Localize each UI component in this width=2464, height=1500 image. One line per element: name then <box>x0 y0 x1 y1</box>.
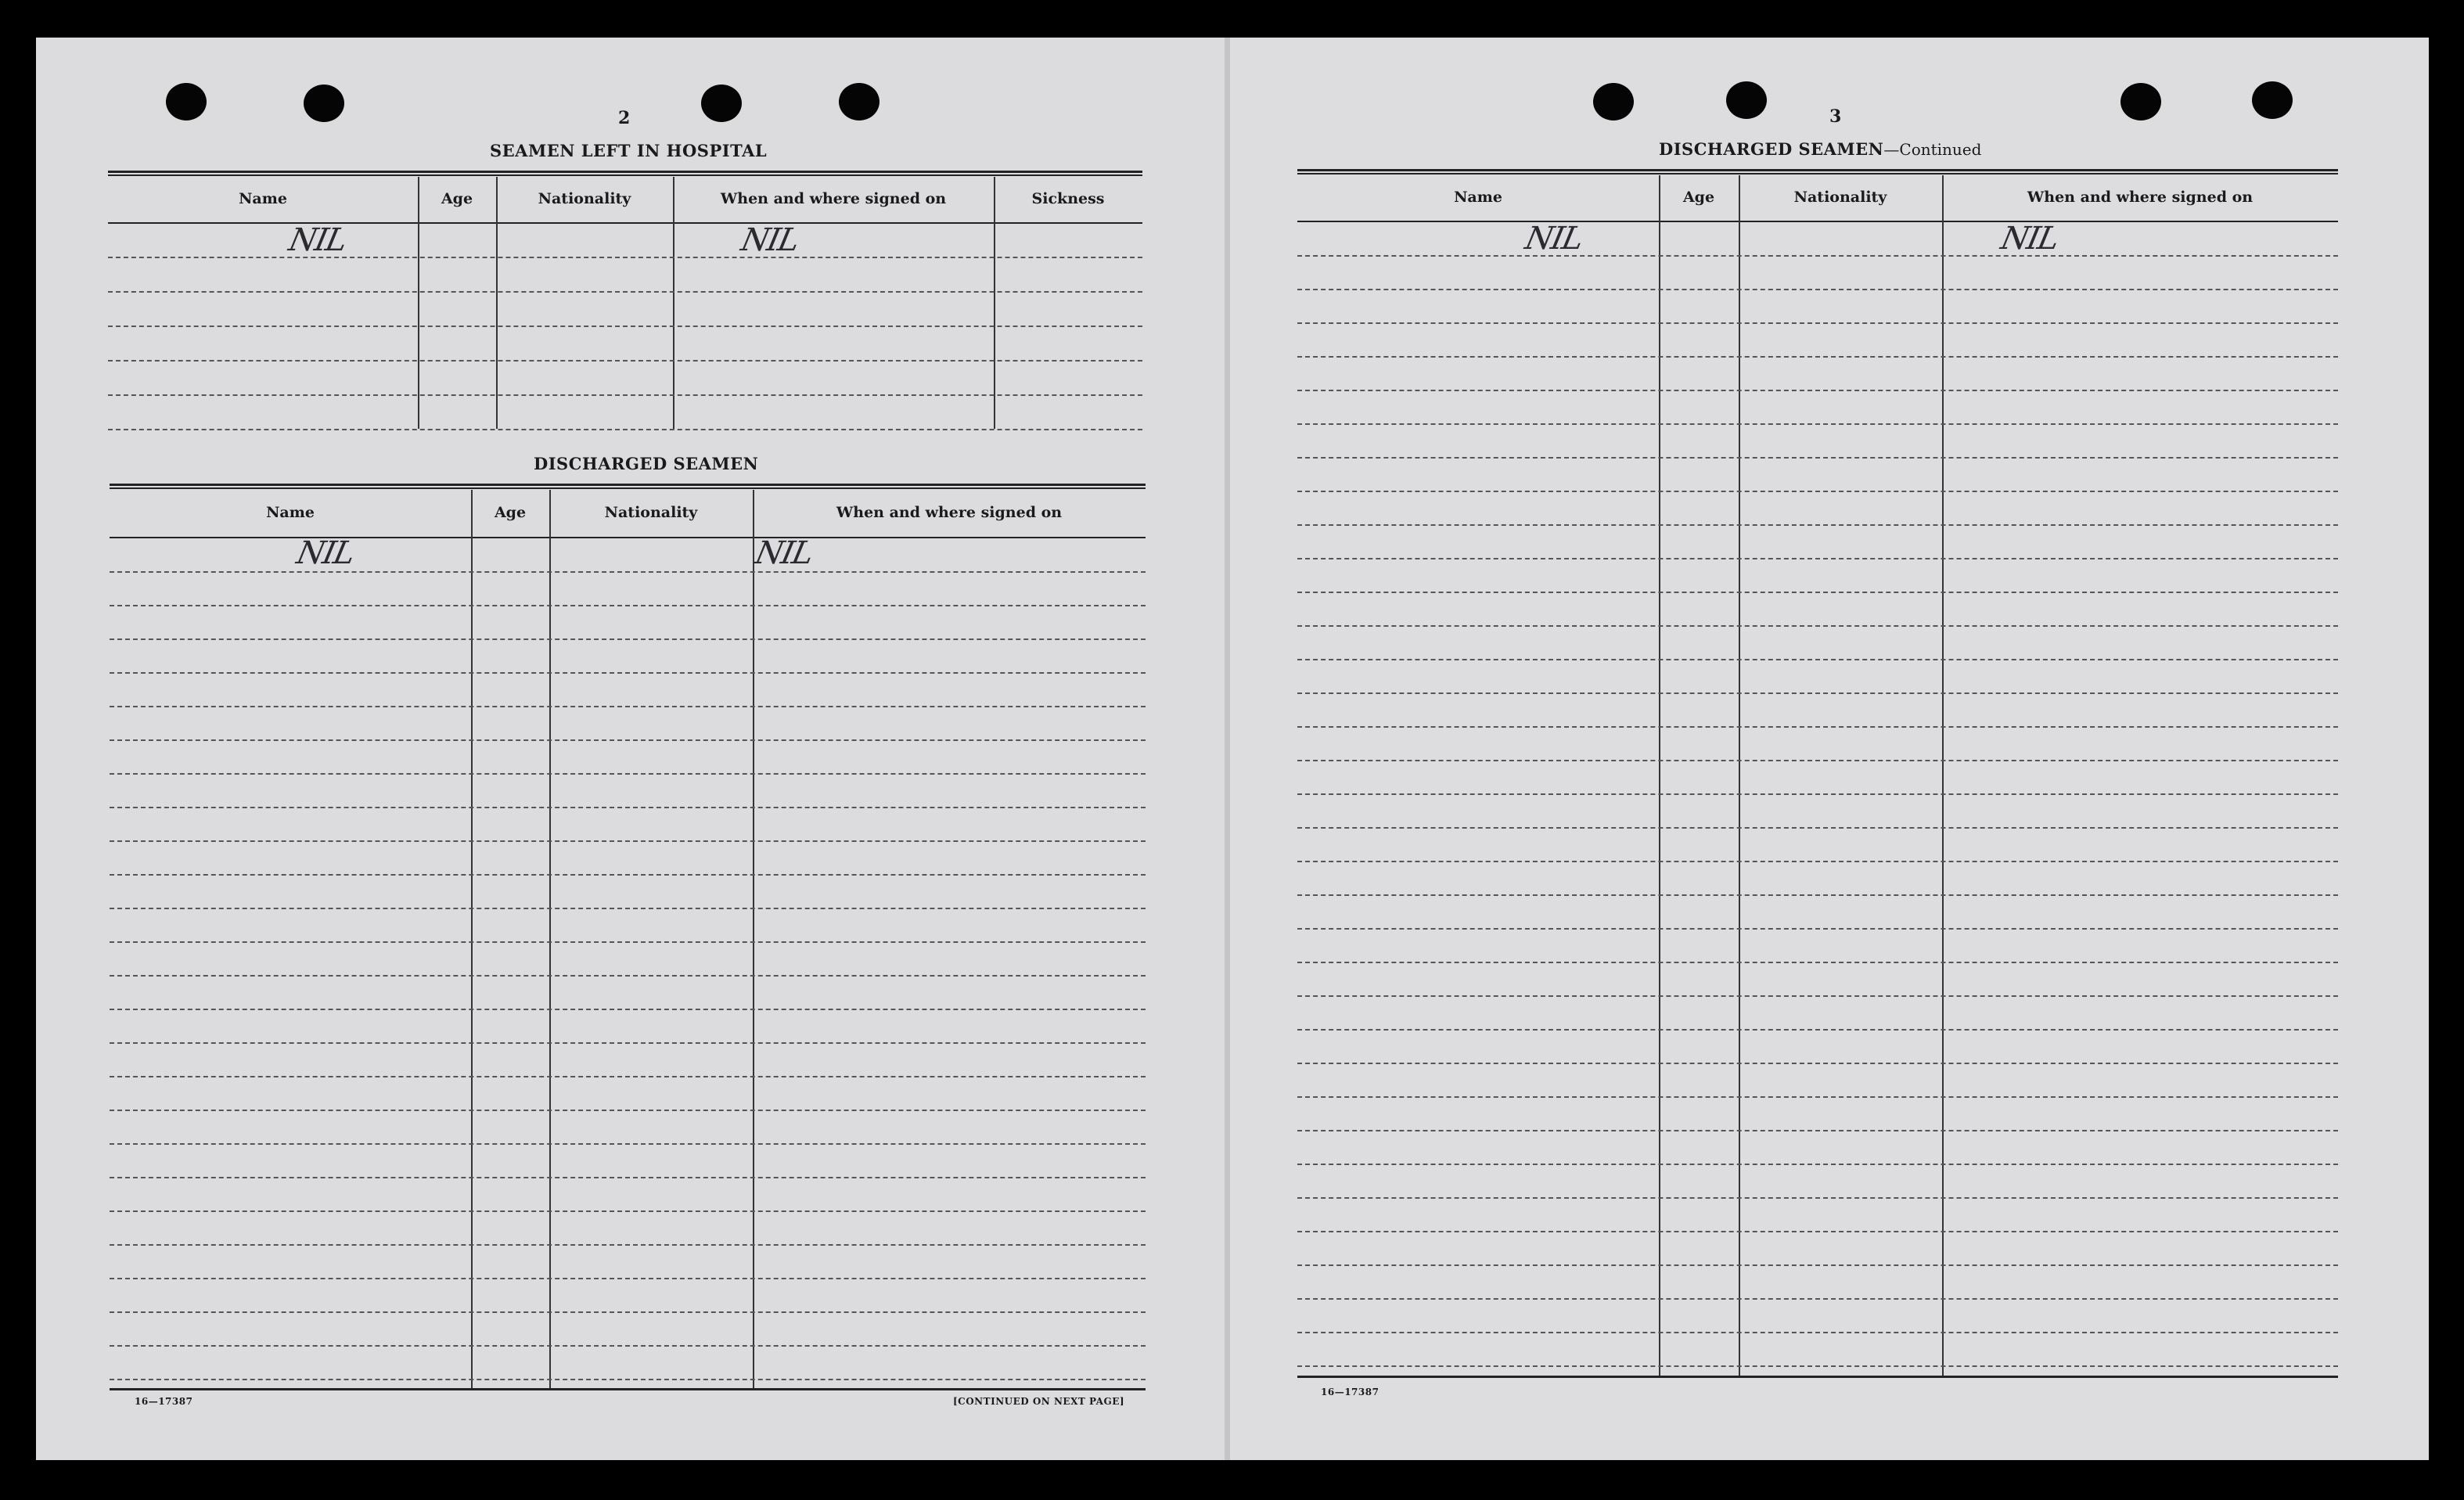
page-number-right: 3 <box>1829 106 1842 127</box>
discharged-col-nationality: Nationality <box>604 504 698 521</box>
punch-hole <box>2252 81 2293 119</box>
hospital-col-signed-on: When and where signed on <box>720 190 947 207</box>
discharged-continued-title-main: DISCHARGED SEAMEN <box>1659 139 1884 159</box>
hospital-section-title: SEAMEN LEFT IN HOSPITAL <box>490 141 768 160</box>
continued-col-nationality: Nationality <box>1793 189 1887 206</box>
discharged-ledger <box>110 484 1146 1391</box>
hospital-ledger <box>108 171 1142 433</box>
discharged-col-age: Age <box>494 504 527 521</box>
hospital-col-age: Age <box>441 190 473 207</box>
punch-hole <box>701 85 742 122</box>
discharged-signed-on-entry: NIL <box>752 535 816 571</box>
hospital-col-name: Name <box>239 190 287 207</box>
footer-code-left: 16—17387 <box>135 1396 193 1407</box>
hospital-name-entry: NIL <box>286 222 350 258</box>
page-number-left: 2 <box>618 108 631 128</box>
discharged-continued-title <box>1659 139 1981 159</box>
hospital-col-nationality: Nationality <box>538 190 631 207</box>
punch-hole <box>1593 83 1634 121</box>
punch-hole <box>2120 83 2161 121</box>
punch-hole <box>166 83 207 121</box>
punch-hole <box>1726 81 1767 119</box>
continued-col-name: Name <box>1454 189 1502 206</box>
punch-hole <box>839 83 879 121</box>
discharged-name-entry: NIL <box>293 535 358 571</box>
discharged-continued-ledger <box>1297 169 2338 1380</box>
discharged-section-title: DISCHARGED SEAMEN <box>534 454 759 473</box>
discharged-col-name: Name <box>266 504 315 521</box>
page-fold <box>1225 38 1230 1460</box>
hospital-col-sickness: Sickness <box>1031 190 1105 207</box>
hospital-signed-on-entry: NIL <box>738 222 802 258</box>
discharged-col-signed-on: When and where signed on <box>836 504 1063 521</box>
punch-hole <box>304 85 344 122</box>
footer-continued-note: [CONTINUED ON NEXT PAGE] <box>953 1396 1125 1407</box>
continued-signed-on-entry: NIL <box>1998 221 2062 257</box>
discharged-continued-title-suffix: —Continued <box>1883 140 1982 159</box>
continued-name-entry: NIL <box>1522 221 1586 257</box>
footer-code-right: 16—17387 <box>1321 1387 1379 1397</box>
continued-col-age: Age <box>1682 189 1715 206</box>
continued-col-signed-on: When and where signed on <box>2027 189 2254 206</box>
